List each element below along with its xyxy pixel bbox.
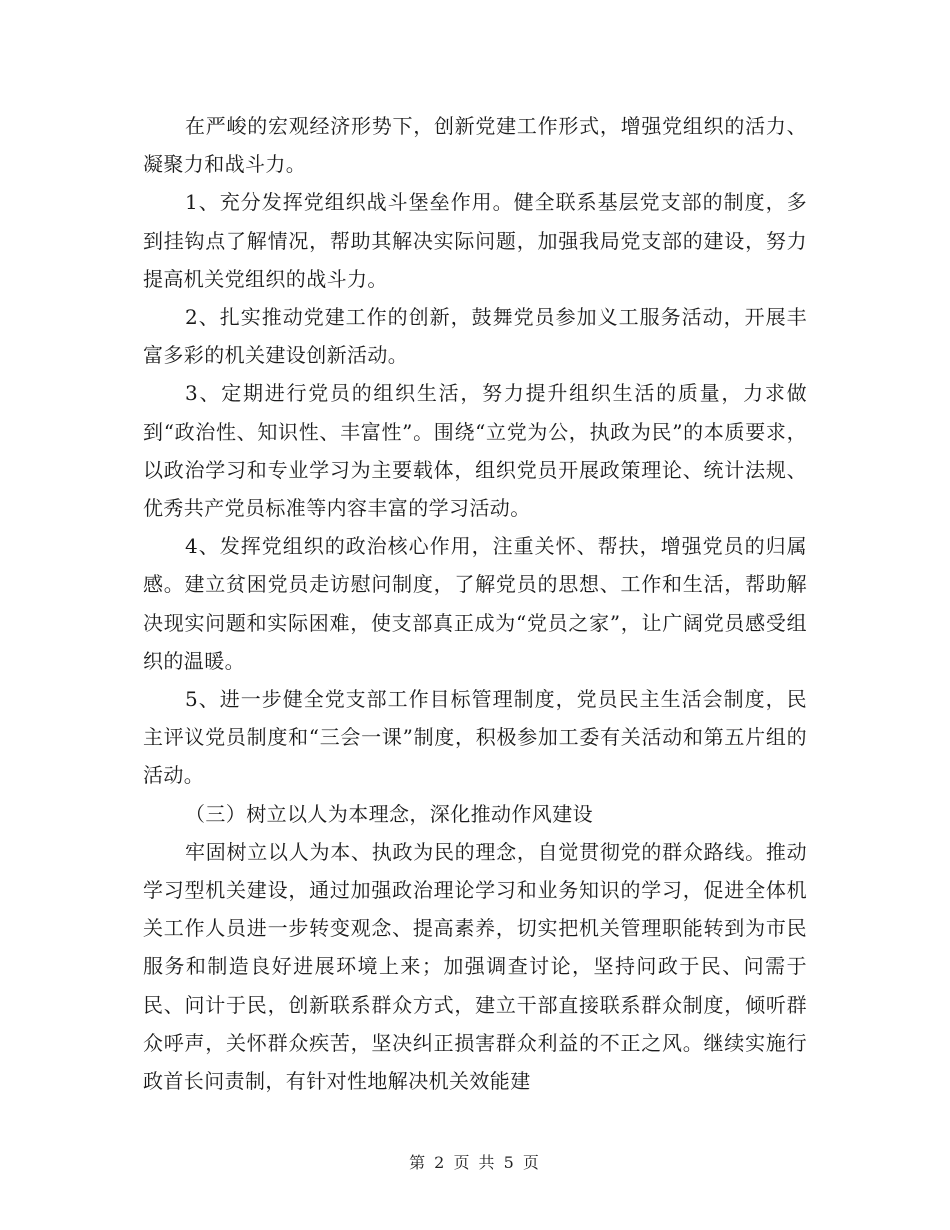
section-heading: （三）树立以人为本理念，深化推动作风建设 [185, 801, 593, 826]
page-number-footer: 第 2 页 共 5 页 [409, 1153, 541, 1172]
paragraph-item-1: 1、充分发挥党组织战斗堡垒作用。健全联系基层党支部的制度，多到挂钩点了解情况，帮助其解决实际问题，加强我局党支部的建设，努力提高机关党组织的战斗力。 [143, 190, 807, 291]
paragraph-item-4: 4、发挥党组织的政治核心作用，注重关怀、帮扶，增强党员的归属感。建立贫困党员走访慰问制度，了解党员的思想、工作和生活，帮助解决现实问题和实际困难，使支部真正成为“党员之家”，让广阔党员感受组织的温暖。 [143, 534, 807, 673]
paragraph-section-body: 牢固树立以人为本、执政为民的理念，自觉贯彻党的群众路线。推动学习型机关建设，通过加强政治理论学习和业务知识的学习，促进全体机关工作人员进一步转变观念、提高素养，切实把机关管理职能转到为市民服务和制造良好进展环境上来；加强调查讨论，坚持问政于民、问需于民、问计于民，创新联系群众方式，建立干部直接联系群众制度，倾听群众呼声，关怀群众疾苦，坚决纠正损害群众利益的不正之风。继续实施行政首长问责制，有针对性地解决机关效能建 [143, 839, 807, 1094]
paragraph-intro: 在严峻的宏观经济形势下，创新党建工作形式，增强党组织的活力、凝聚力和战斗力。 [143, 114, 807, 177]
paragraph-item-5: 5、进一步健全党支部工作目标管理制度，党员民主生活会制度，民主评议党员制度和“三会一课”制度，积极参加工委有关活动和第五片组的活动。 [143, 687, 807, 788]
paragraph-item-3: 3、定期进行党员的组织生活，努力提升组织生活的质量，力求做到“政治性、知识性、丰富性”。围绕“立党为公，执政为民”的本质要求，以政治学习和专业学习为主要载体，组织党员开展政策理论、统计法规、优秀共产党员标准等内容丰富的学习活动。 [143, 381, 807, 521]
document-body [143, 107, 807, 1100]
paragraph-item-2: 2、扎实推动党建工作的创新，鼓舞党员参加义工服务活动，开展丰富多彩的机关建设创新活动。 [143, 305, 807, 368]
